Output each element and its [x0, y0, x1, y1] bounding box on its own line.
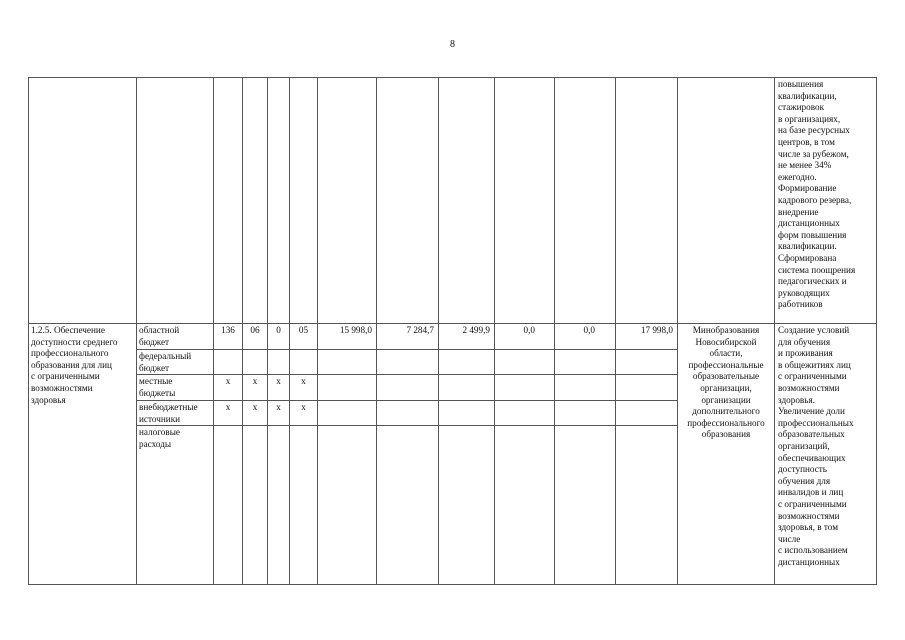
- code-vr: 05: [298, 325, 309, 335]
- executor: Минобразования Новосибирской области, профессиональные образовательные организации, организации дополнительного профессионального образования: [687, 325, 765, 440]
- table-bottom-border: [28, 584, 876, 585]
- code-pr: x: [276, 376, 281, 386]
- code-vr: x: [301, 402, 306, 412]
- code-gr: x: [225, 402, 231, 412]
- code-vr: x: [301, 376, 306, 386]
- source-divider: [136, 374, 677, 375]
- code-rz: x: [252, 402, 258, 412]
- col-border: [136, 77, 137, 585]
- code-rz: x: [252, 376, 258, 386]
- value-5: 0,0: [583, 325, 595, 335]
- source-label: налоговые расходы: [139, 427, 180, 449]
- source-label: областной бюджет: [139, 325, 180, 347]
- expected-result: Создание условий для обучения и проживания в общежитиях лиц с ограниченными возможностями здоровья. Увеличение доли профессиональных образовательных организаций, обеспечивающих доступность обучения для инвалидов и лиц с ограниченными возможностями здоровья, в том числе с использованием дистанционных: [778, 325, 854, 567]
- table-top-border: [28, 77, 876, 78]
- value-6: 17 998,0: [640, 325, 673, 335]
- source-divider: [136, 400, 677, 401]
- prev-result-text: повышения квалификации, стажировок в организациях, на базе ресурсных центров, в том числе за рубежом, не менее 34% ежегодно. Формирование кадрового резерва, внедрение дистанционных форм повышения квалификации. Сформирована система поощрения педагогических и руководящих работников: [778, 79, 856, 310]
- code-gr: 136: [221, 325, 235, 335]
- col-border: [774, 77, 775, 585]
- source-label: федеральный бюджет: [139, 351, 192, 373]
- code-pr: 0: [276, 325, 281, 335]
- value-3: 2 499,9: [462, 325, 490, 335]
- code-pr: x: [276, 402, 281, 412]
- source-divider: [136, 349, 677, 350]
- value-4: 0,0: [523, 325, 535, 335]
- value-1: 15 998,0: [339, 325, 372, 335]
- source-divider: [136, 425, 677, 426]
- page-number: 8: [450, 39, 455, 50]
- code-rz: 06: [250, 325, 260, 335]
- source-label: внебюджетные источники: [139, 402, 198, 424]
- value-2: 7 284,7: [406, 325, 434, 335]
- code-gr: x: [225, 376, 231, 386]
- col-border: [876, 77, 877, 585]
- activity-name: 1.2.5. Обеспечение доступности среднего профессионального образования для лиц с ограниченными возможностями здоровья: [31, 325, 118, 405]
- source-label: местные бюджеты: [139, 376, 176, 398]
- row-divider: [28, 323, 876, 324]
- col-border: [28, 77, 29, 585]
